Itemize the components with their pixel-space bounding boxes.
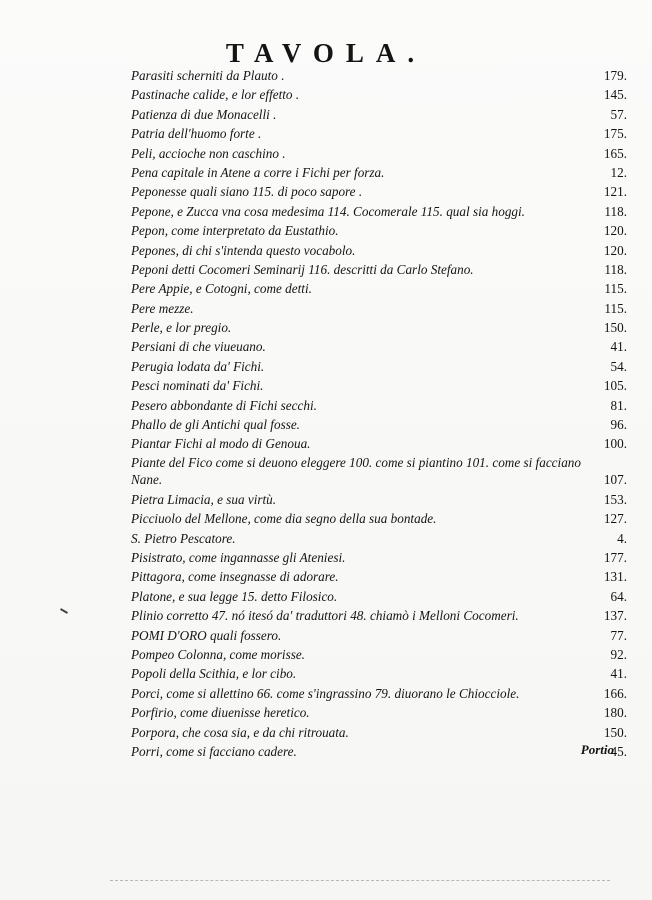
entry-page-number: 127. xyxy=(603,511,627,527)
entry-page-number: 180. xyxy=(603,705,627,721)
entry-text: Pietra Limacia, e sua virtù. xyxy=(131,491,277,507)
entry-page-number: 165. xyxy=(603,145,627,161)
index-entry xyxy=(127,490,627,509)
index-entry xyxy=(127,202,627,221)
entry-text: Peponi detti Cocomeri Seminarij 116. descritti da Carlo Stefano. xyxy=(131,261,474,277)
index-entry xyxy=(127,415,627,434)
entry-page-number: 12. xyxy=(610,164,627,180)
bottom-rule xyxy=(110,880,610,881)
index-entry xyxy=(127,337,627,356)
entry-page-number: 118. xyxy=(604,261,627,277)
index-entries xyxy=(127,66,627,761)
entry-text: Pesero abbondante di Fichi secchi. xyxy=(131,397,317,413)
index-entry xyxy=(127,396,627,415)
entry-text: Pere Appie, e Cotogni, come detti. xyxy=(131,281,312,297)
entry-text: Perugia lodata da' Fichi. xyxy=(131,358,265,374)
index-entry xyxy=(127,703,627,722)
entry-text: Porri, come si facciano cadere. xyxy=(131,743,297,759)
index-entry xyxy=(127,85,627,104)
index-entry xyxy=(127,664,627,683)
margin-mark xyxy=(60,608,68,614)
index-entry xyxy=(127,626,627,645)
entry-text: Porfirio, come diuenisse heretico. xyxy=(131,705,310,721)
entry-page-number: 120. xyxy=(603,242,627,258)
index-entry xyxy=(127,454,627,490)
entry-text: Perle, e lor pregio. xyxy=(131,320,232,336)
entry-text: Persiani di che viueuano. xyxy=(131,339,266,355)
entry-text: Piantar Fichi al modo di Genoua. xyxy=(131,436,311,452)
entry-text: Parasiti scherniti da Plauto . xyxy=(131,68,285,83)
entry-page-number: 115. xyxy=(604,281,627,297)
entry-text: Pere mezze. xyxy=(131,300,194,316)
entry-page-number: 137. xyxy=(603,608,627,624)
entry-text: Phallo de gli Antichi qual fosse. xyxy=(131,417,300,433)
entry-page-number: 115. xyxy=(604,300,627,316)
entry-page-number: 118. xyxy=(604,203,627,219)
index-entry xyxy=(127,723,627,742)
index-entry xyxy=(127,260,627,279)
entry-page-number: 92. xyxy=(610,646,627,662)
entry-text: Picciuolo del Mellone, come dia segno della sua bontade. xyxy=(131,511,437,527)
index-entry xyxy=(127,548,627,567)
entry-text: Porpora, che cosa sia, e da chi ritrouata. xyxy=(131,724,349,740)
index-entry xyxy=(127,163,627,182)
entry-page-number: 120. xyxy=(603,223,627,239)
index-entry xyxy=(127,144,627,163)
entry-page-number: 64. xyxy=(610,588,627,604)
index-entry xyxy=(127,742,627,761)
entry-page-number: 121. xyxy=(603,184,627,200)
catchword: Portio xyxy=(580,742,614,757)
index-entry xyxy=(127,606,627,625)
entry-page-number: 153. xyxy=(603,491,627,507)
entry-text: Pompeo Colonna, come morisse. xyxy=(131,646,305,662)
entry-text: Porci, come si allettino 66. come s'ingrassino 79. diuorano le Chiocciole. xyxy=(131,685,520,701)
entry-text: POMI D'ORO quali fossero. xyxy=(131,627,282,643)
entry-text: Pittagora, come insegnasse di adorare. xyxy=(131,569,339,585)
index-entry xyxy=(127,279,627,298)
entry-page-number: 105. xyxy=(603,378,627,394)
entry-page-number: 166. xyxy=(603,685,627,701)
index-entry xyxy=(127,645,627,664)
index-entry xyxy=(127,357,627,376)
entry-page-number: 77. xyxy=(610,627,627,643)
entry-page-number: 96. xyxy=(610,417,627,433)
entry-text: Peponesse quali siano 115. di poco sapore . xyxy=(131,184,363,200)
entry-text: Pepon, come interpretato da Eustathio. xyxy=(131,223,339,239)
entry-text: Pepone, e Zucca vna cosa medesima 114. Cocomerale 115. qual sia hoggi. xyxy=(131,203,525,219)
index-entry xyxy=(127,105,627,124)
entry-text: Pisistrato, come ingannasse gli Ateniesi. xyxy=(131,549,346,565)
index-entry xyxy=(127,299,627,318)
entry-text: Plinio corretto 47. nó itesó da' traduttori 48. chiamò i Melloni Cocomeri. xyxy=(131,608,519,624)
entry-page-number: 145. xyxy=(603,87,627,103)
entry-page-number: 150. xyxy=(603,724,627,740)
entry-text: Piante del Fico come si deuono eleggere 100. come si piantino 101. come si facciano Nane. xyxy=(131,454,581,487)
entry-text: Platone, e sua legge 15. detto Filosico. xyxy=(131,588,338,604)
index-entry xyxy=(127,567,627,586)
entry-text: Pesci nominati da' Fichi. xyxy=(131,378,264,394)
entry-text: Pepones, di chi s'intenda questo vocabolo. xyxy=(131,242,356,258)
index-entry xyxy=(127,124,627,143)
index-entry xyxy=(127,587,627,606)
index-entry xyxy=(127,684,627,703)
entry-page-number: 4. xyxy=(617,530,627,546)
entry-text: Patria dell'huomo forte . xyxy=(131,126,262,142)
index-entry xyxy=(127,376,627,395)
entry-text: Peli, accioche non caschino . xyxy=(131,145,286,161)
index-entry xyxy=(127,182,627,201)
entry-page-number: 175. xyxy=(603,126,627,142)
entry-page-number: 57. xyxy=(610,106,627,122)
entry-text: S. Pietro Pescatore. xyxy=(131,530,236,546)
index-entry xyxy=(127,529,627,548)
entry-text: Pena capitale in Atene a corre i Fichi per forza. xyxy=(131,164,385,180)
entry-page-number: 100. xyxy=(603,436,627,452)
entry-page-number: 41. xyxy=(610,339,627,355)
index-entry xyxy=(127,318,627,337)
index-entry xyxy=(127,434,627,453)
entry-page-number: 177. xyxy=(603,549,627,565)
index-entry xyxy=(127,221,627,240)
entry-text: Popoli della Scithia, e lor cibo. xyxy=(131,666,297,682)
entry-page-number: 131. xyxy=(603,569,627,585)
index-entry xyxy=(127,66,627,85)
index-entry xyxy=(127,241,627,260)
entry-text: Patienza di due Monacelli . xyxy=(131,106,277,122)
entry-page-number: 54. xyxy=(610,358,627,374)
page-title: TAVOLA. xyxy=(225,38,427,68)
index-entry xyxy=(127,509,627,528)
entry-text: Pastinache calide, e lor effetto . xyxy=(131,87,300,103)
entry-page-number: 107. xyxy=(603,471,627,487)
entry-page-number: 179. xyxy=(603,68,627,83)
entry-page-number: 81. xyxy=(610,397,627,413)
entry-page-number: 45. xyxy=(610,743,627,759)
entry-page-number: 41. xyxy=(610,666,627,682)
entry-page-number: 150. xyxy=(603,320,627,336)
